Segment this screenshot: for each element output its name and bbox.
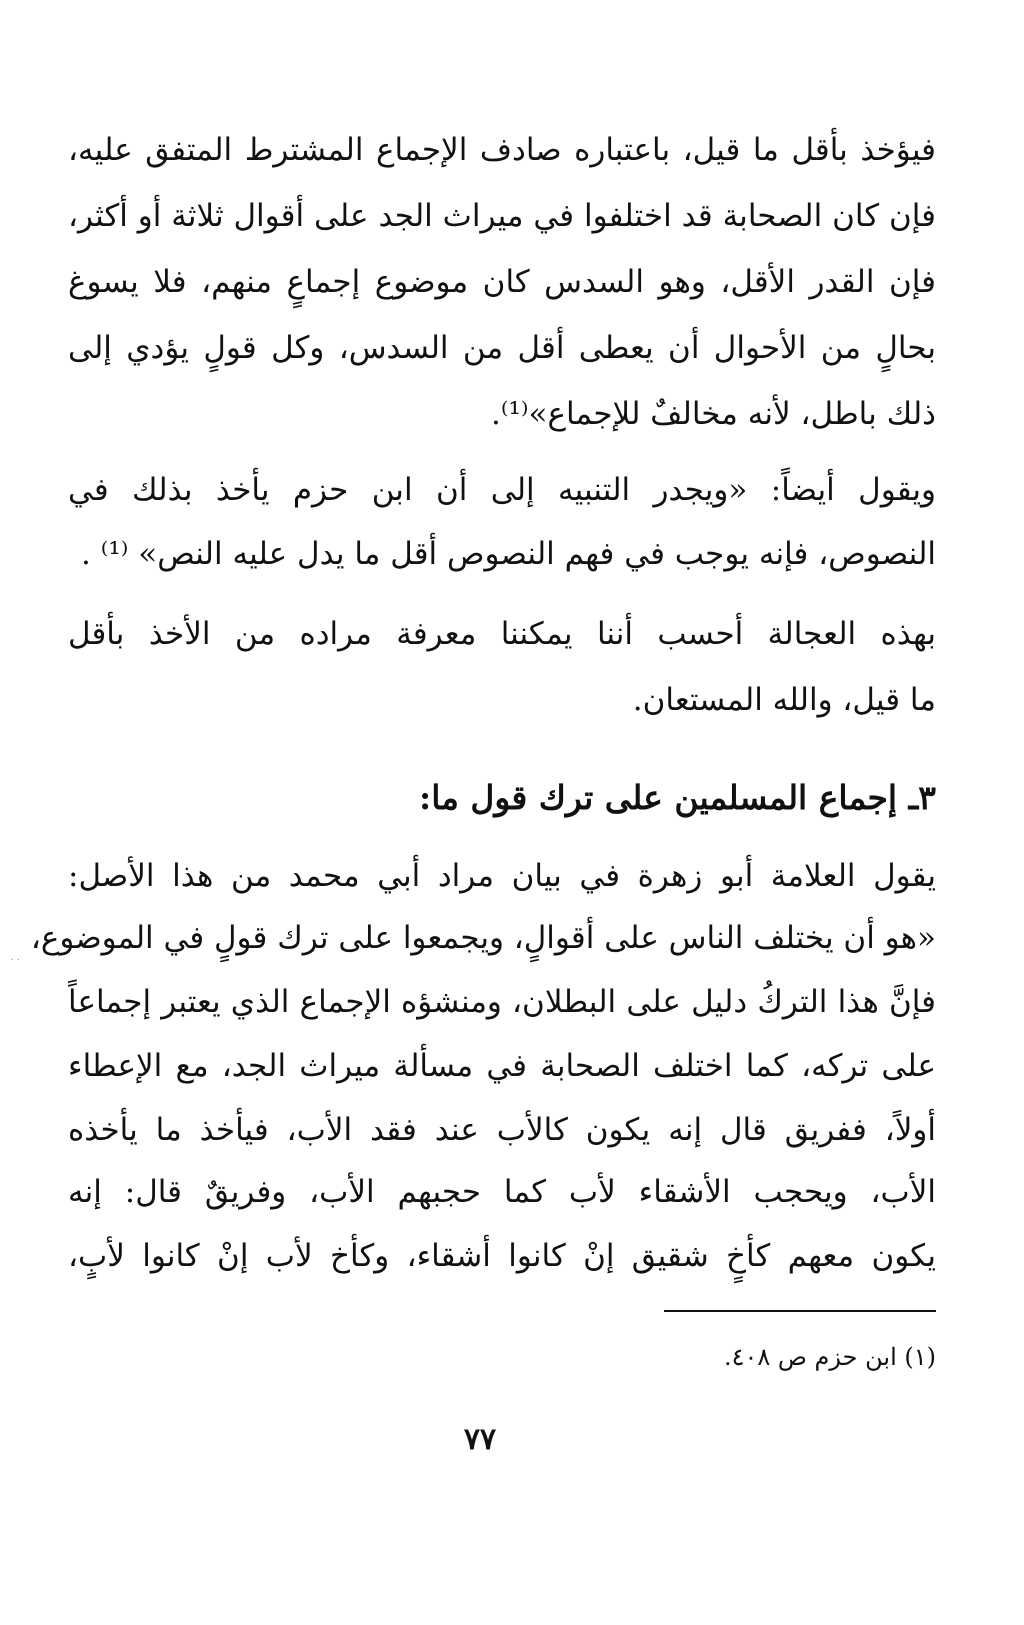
footnote: (١) ابن حزم ص ٤٠٨. bbox=[723, 1343, 936, 1371]
text-line: ذلك باطل، لأنه مخالفٌ للإجماع»⁽¹⁾. bbox=[490, 396, 936, 432]
text-line: فإنَّ هذا التركُ دليل على البطلان، ومنشؤه الإجماع الذي يعتبر إجماعاً bbox=[68, 984, 936, 1020]
text-line: ما قيل، والله المستعان. bbox=[632, 682, 936, 718]
text-line: النصوص، فإنه يوجب في فهم النصوص أقل ما يدل عليه النص» ⁽¹⁾ . bbox=[81, 536, 936, 572]
text-line: فإن القدر الأقل، وهو السدس كان موضوع إجماعٍ منهم، فلا يسوغ bbox=[68, 264, 936, 300]
section-heading: ٣ـ إجماع المسلمين على ترك قول ما: bbox=[419, 778, 936, 817]
page-number: ٧٧ bbox=[463, 1422, 497, 1457]
text-line: بحالٍ من الأحوال أن يعطى أقل من السدس، وكل قولٍ يؤدي إلى bbox=[68, 330, 936, 366]
footnote-separator bbox=[664, 1310, 936, 1312]
text-line: على تركه، كما اختلف الصحابة في مسألة ميراث الجد، مع الإعطاء bbox=[68, 1048, 936, 1084]
text-line: يقول العلامة أبو زهرة في بيان مراد أبي محمد من هذا الأصل: bbox=[68, 858, 936, 894]
text-line: فيؤخذ بأقل ما قيل، باعتباره صادف الإجماع المشترط المتفق عليه، bbox=[68, 132, 936, 168]
text-line: يكون معهم كأخٍ شقيق إنْ كانوا أشقاء، وكأخ لأب إنْ كانوا لأبٍ، bbox=[68, 1238, 936, 1274]
text-line: ويقول أيضاً: «ويجدر التنبيه إلى أن ابن حزم يأخذ بذلك في bbox=[68, 472, 936, 508]
text-line: الأب، ويحجب الأشقاء لأب كما حجبهم الأب، وفريقٌ قال: إنه bbox=[68, 1174, 936, 1210]
scan-speck: · · bbox=[10, 955, 20, 966]
text-line: بهذه العجالة أحسب أننا يمكننا معرفة مراده من الأخذ بأقل bbox=[68, 616, 936, 652]
text-line: «هو أن يختلف الناس على أقوالٍ، ويجمعوا على ترك قولٍ في الموضوع، bbox=[30, 920, 936, 956]
text-line: فإن كان الصحابة قد اختلفوا في ميراث الجد على أقوال ثلاثة أو أكثر، bbox=[68, 198, 936, 234]
text-line: أولاً، ففريق قال إنه يكون كالأب عند فقد الأب، فيأخذ ما يأخذه bbox=[68, 1112, 936, 1148]
